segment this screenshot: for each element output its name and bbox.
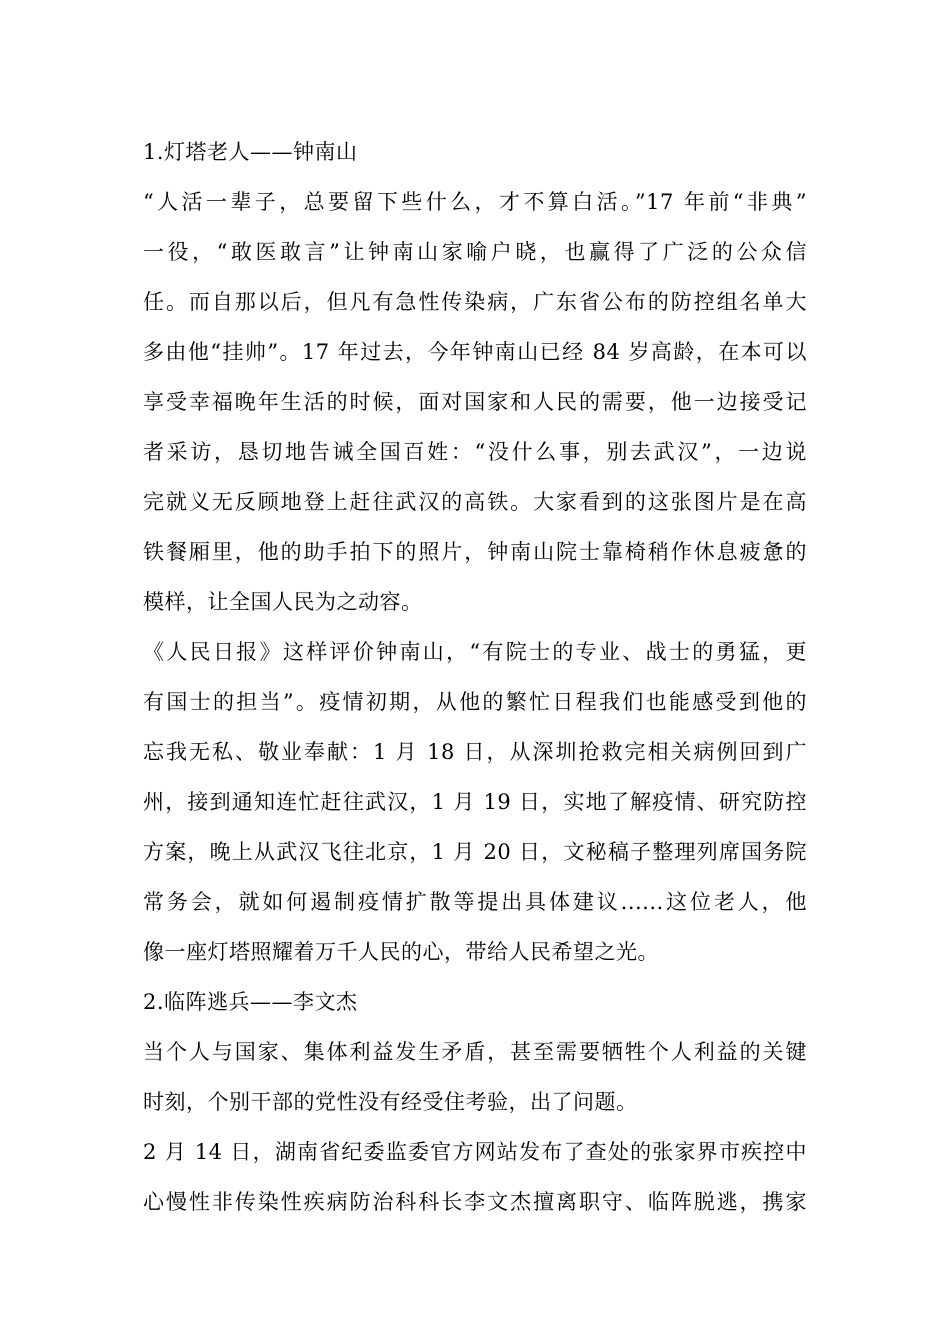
paragraph-line: 多由他“挂帅”。17 年过去，今年钟南山已经 84 岁高龄，在本可以	[143, 340, 807, 364]
paragraph-line: “人活一辈子，总要留下些什么，才不算白活。”17 年前“非典”	[143, 190, 807, 214]
paragraph-line-last: 时刻，个别干部的党性没有经受住考验，出了问题。	[143, 1090, 638, 1114]
paragraph-line-last: 像一座灯塔照耀着万千人民的心，带给人民希望之光。	[143, 940, 659, 964]
paragraph-line: 州，接到通知连忙赶往武汉，1 月 19 日，实地了解疫情、研究防控	[143, 790, 807, 814]
paragraph-line: 完就义无反顾地登上赶往武汉的高铁。大家看到的这张图片是在高	[143, 490, 807, 514]
paragraph-line: 铁餐厢里，他的助手拍下的照片，钟南山院士靠椅稍作休息疲惫的	[143, 540, 807, 564]
paragraph-line: 《人民日报》这样评价钟南山，“有院士的专业、战士的勇猛，更	[143, 640, 807, 664]
paragraph-line: 当个人与国家、集体利益发生矛盾，甚至需要牺牲个人利益的关键	[143, 1040, 807, 1064]
section-heading-li-wenjie: 2.临阵逃兵——李文杰	[143, 990, 358, 1014]
paragraph-line: 任。而自那以后，但凡有急性传染病，广东省公布的防控组名单大	[143, 290, 807, 314]
paragraph-line: 方案，晚上从武汉飞往北京，1 月 20 日，文秘稿子整理列席国务院	[143, 840, 807, 864]
paragraph-line: 心慢性非传染性疾病防治科科长李文杰擅离职守、临阵脱逃，携家	[143, 1190, 807, 1214]
paragraph-line: 者采访，恳切地告诫全国百姓：“没什么事，别去武汉”，一边说	[143, 440, 807, 464]
section-heading-zhong-nanshan: 1.灯塔老人——钟南山	[143, 140, 358, 164]
paragraph-line: 有国士的担当”。疫情初期，从他的繁忙日程我们也能感受到他的	[143, 690, 807, 714]
paragraph-line: 忘我无私、敬业奉献：1 月 18 日，从深圳抢救完相关病例回到广	[143, 740, 807, 764]
paragraph-line: 2 月 14 日，湖南省纪委监委官方网站发布了查处的张家界市疾控中	[143, 1140, 807, 1164]
paragraph-line-last: 模样，让全国人民为之动容。	[143, 590, 423, 614]
paragraph-line: 常务会，就如何遏制疫情扩散等提出具体建议......这位老人，他	[143, 890, 807, 914]
paragraph-line: 一役，“敢医敢言”让钟南山家喻户晓，也赢得了广泛的公众信	[143, 240, 807, 264]
paragraph-line: 享受幸福晚年生活的时候，面对国家和人民的需要，他一边接受记	[143, 390, 807, 414]
document-body	[143, 127, 807, 1227]
